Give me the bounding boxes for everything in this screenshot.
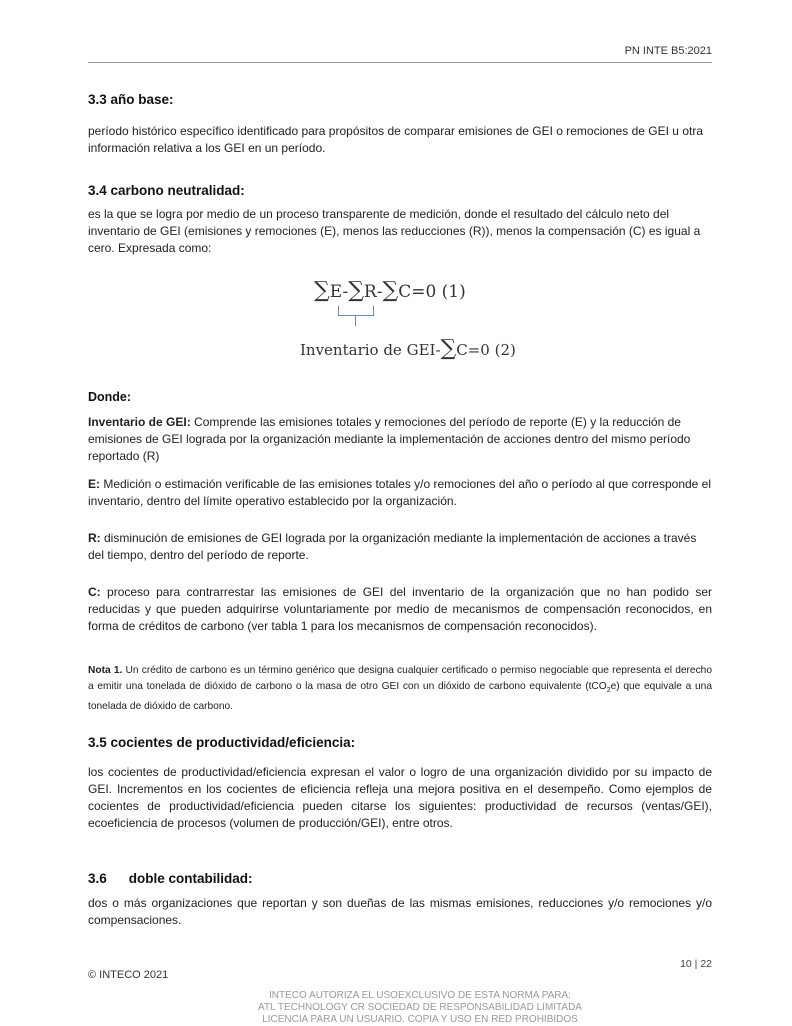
section-3-4-title: 3.4 carbono neutralidad: xyxy=(88,183,245,198)
equation-2: Inventario de GEI-∑C=0 (2) xyxy=(300,336,516,361)
equation-1: ∑E-∑R-∑C=0 (1) xyxy=(314,278,466,303)
section-3-3-title: 3.3 año base: xyxy=(88,92,174,107)
note-1: Nota 1. Un crédito de carbono es un término genérico que designa cualquier certificado o permiso negociable que representa el derecho a emitir una tonelada de dióxido de carbono o la masa de otro GEI con un dióxido de carbono equivalente (tCO$_2$e) que equivale a una tonelada de dióxido de carbono. xyxy=(88,665,713,713)
definition-r: R: disminución de emisiones de GEI lograda por la organización mediante la implementación de acciones a través del tiempo, dentro del período de reporte. xyxy=(88,531,697,562)
copyright: © INTECO 2021 xyxy=(88,969,169,981)
document-code: PN INTE B5:2021 xyxy=(624,45,712,57)
section-3-3-text: período histórico específico identificado para propósitos de comparar emisiones de GEI o remociones de GEI u otra información relativa a los GEI en un período. xyxy=(88,124,703,155)
page-number: 10 | 22 xyxy=(680,958,712,970)
grouping-bracket xyxy=(338,306,374,316)
section-3-6-title: 3.6 doble contabilidad: xyxy=(88,871,253,886)
section-3-5-text: los cocientes de productividad/eficiencia expresan el valor o logro de una organización dividido por su impacto de GEI. Incrementos en los cocientes de eficiencia refleja una mejora positiva en el desempeño. Como ejemplos de cocientes de productividad/eficiencia pueden citarse los siguientes: productividad de recursos (ventas/GEI), ecoeficiencia de procesos (volumen de producción/GEI), entre otros. xyxy=(88,765,712,830)
section-3-4-text: es la que se logra por medio de un proceso transparente de medición, donde el resultado del cálculo neto del inventario de GEI (emisiones y remociones (E), menos las reducciones (R)), menos la compensación (C) es igual a cero. Expresada como: xyxy=(88,207,701,255)
definition-c: C: proceso para contrarrestar las emisiones de GEI del inventario de la organización que no han podido ser reducidas y que pueden adquirirse voluntariamente por medio de mecanismos de compensación reconocidos, en forma de créditos de carbono (ver tabla 1 para los mecanismos de compensación reconocidos). xyxy=(88,585,712,633)
bracket-stem xyxy=(355,316,356,326)
license-watermark: INTECO AUTORIZA EL USOEXCLUSIVO DE ESTA NORMA PARA: ATL TECHNOLOGY CR SOCIEDAD DE RESPONSABILIDAD LIMITADA LICENCIA PARA UN USUARIO. COPIA Y USO EN RED PROHIBIDOS xyxy=(258,990,582,1025)
header-divider xyxy=(88,62,712,63)
definition-inventario: Inventario de GEI: Comprende las emisiones totales y remociones del período de reporte (E) y la reducción de emisiones de GEI lograda por la organización mediante la implementación de acciones dentro del mismo período reportado (R) xyxy=(88,415,691,463)
section-3-6-text: dos o más organizaciones que reportan y son dueñas de las mismas emisiones, reducciones y/o remociones y/o compensaciones. xyxy=(88,896,712,927)
section-3-5-title: 3.5 cocientes de productividad/eficiencia: xyxy=(88,735,356,750)
definition-e: E: Medición o estimación verificable de las emisiones totales y/o remociones del año o período al que corresponde el inventario, dentro del límite operativo establecido por la organización. xyxy=(88,477,712,508)
donde-title: Donde: xyxy=(88,390,132,404)
